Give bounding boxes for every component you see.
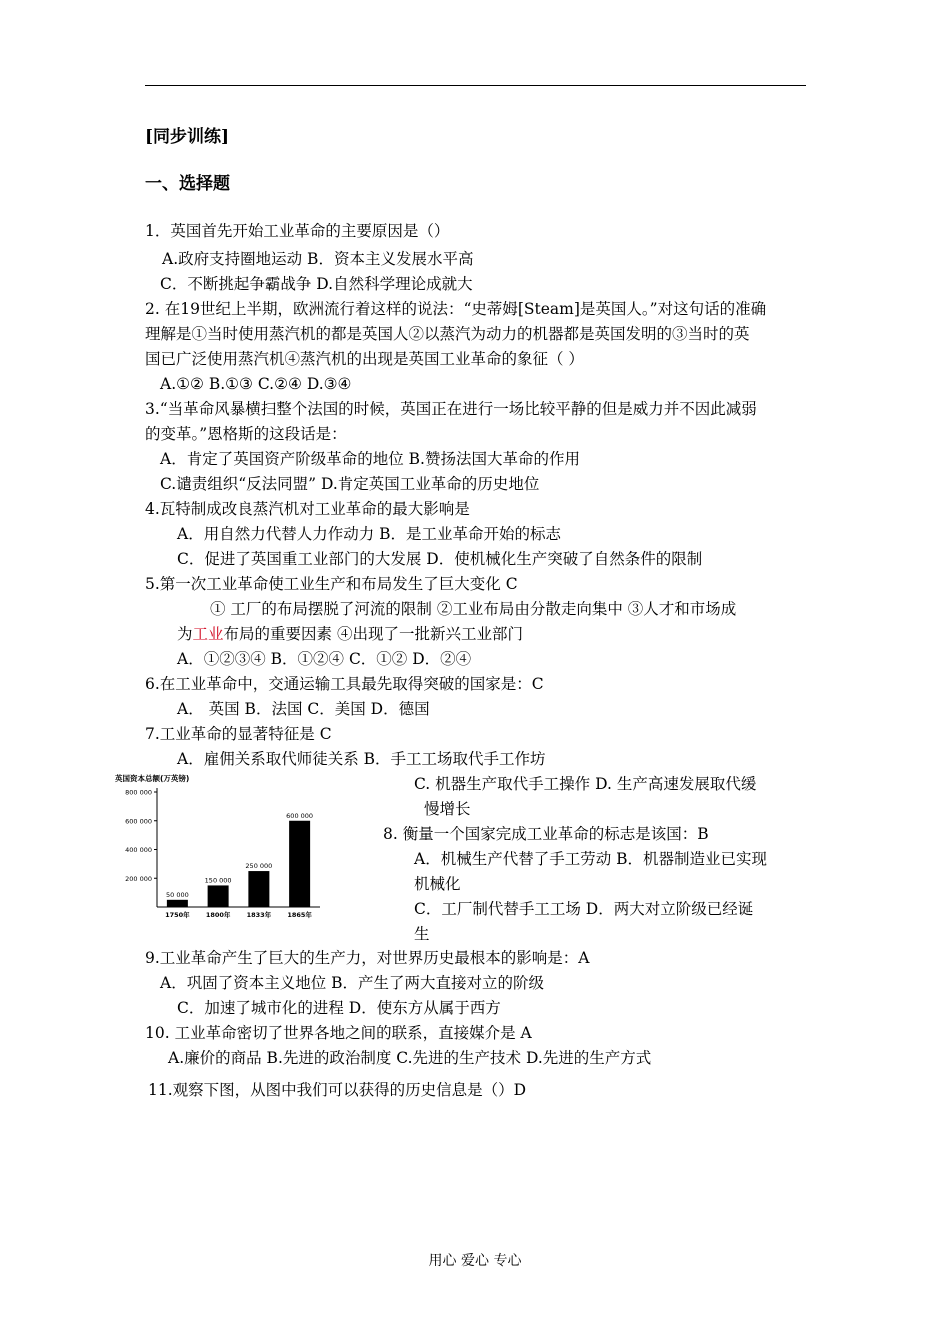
question-3-stem-line1: 3.“当革命风暴横扫整个法国的时候，英国正在进行一场比较平静的但是威力并不因此减弱 (145, 400, 757, 418)
question-8-options-cd-cont: 生 (414, 925, 430, 943)
question-2-stem-line1: 2. 在19世纪上半期，欧洲流行着这样的说法：“史蒂姆[Steam]是英国人。”对这句话的准确 (145, 300, 767, 318)
y-tick-label: 600 000 (125, 817, 152, 826)
header-rule (145, 85, 806, 86)
question-5-item-line2: 为工业布局的重要因素 ④出现了一批新兴工业部门 (177, 625, 523, 643)
bar (248, 871, 269, 907)
y-tick-label: 800 000 (125, 788, 152, 797)
question-10-stem: 10. 工业革命密切了世界各地之间的联系，直接媒介是 A (145, 1024, 532, 1042)
question-6-stem: 6.在工业革命中，交通运输工具最先取得突破的国家是：C (145, 675, 544, 693)
y-tick-label: 400 000 (125, 846, 152, 854)
question-9-options-ab: A．巩固了资本主义地位 B．产生了两大直接对立的阶级 (160, 974, 545, 992)
page-footer: 用心 爱心 专心 (428, 1253, 522, 1269)
question-1-options-ab: A.政府支持圈地运动 B．资本主义发展水平高 (162, 250, 474, 268)
bar (167, 900, 188, 907)
question-10-options: A.廉价的商品 B.先进的政治制度 C.先进的生产技术 D.先进的生产方式 (168, 1049, 652, 1067)
bar (208, 885, 229, 907)
question-1-stem: 1．英国首先开始工业革命的主要原因是（） (145, 222, 450, 240)
question-4-options-cd: C．促进了英国重工业部门的大发展 D．使机械化生产突破了自然条件的限制 (177, 550, 703, 568)
bar-value-label: 150 000 (204, 876, 232, 885)
question-6-options: A． 英国 B．法国 C．美国 D．德国 (177, 700, 430, 718)
question-3-options-ab: A．肯定了英国资产阶级革命的地位 B.赞扬法国大革命的作用 (160, 450, 580, 468)
question-3-stem-line2: 的变革。”恩格斯的这段话是： (145, 425, 347, 443)
chart-title: 英国资本总额(万英镑) (115, 774, 190, 783)
question-4-options-ab: A．用自然力代替人力作动力 B．是工业革命开始的标志 (177, 525, 562, 543)
question-7-stem: 7.工业革命的显著特征是 C (145, 725, 332, 743)
section-title: [同步训练] (145, 127, 230, 147)
x-tick-label: 1833年 (246, 911, 272, 919)
question-2-stem-line2: 理解是①当时使用蒸汽机的都是英国人②以蒸汽为动力的机器都是英国发明的③当时的英 (145, 325, 750, 343)
bar-value-label: 250 000 (245, 862, 273, 871)
question-5-stem: 5.第一次工业革命使工业生产和布局发生了巨大变化 C (145, 575, 518, 593)
question-8-options-ab: A．机械生产代替了手工劳动 B．机器制造业已实现 (414, 850, 768, 868)
y-tick-label: 200 000 (125, 874, 152, 883)
question-4-stem: 4.瓦特制成改良蒸汽机对工业革命的最大影响是 (145, 500, 470, 518)
highlight-text: 工业 (192, 625, 224, 643)
question-2-options: A.①② B.①③ C.②④ D.③④ (160, 375, 352, 393)
question-5-item-line1: ① 工厂的布局摆脱了河流的限制 ②工业布局由分散走向集中 ③人才和市场成 (210, 600, 737, 618)
bar-value-label: 600 000 (286, 811, 314, 820)
question-7-options-cd-cont: 慢增长 (424, 800, 471, 818)
question-5-options: A．①②③④ B．①②④ C．①② D．②④ (177, 650, 472, 668)
question-2-stem-line3: 国已广泛使用蒸汽机④蒸汽机的出现是英国工业革命的象征（ ） (145, 350, 584, 368)
question-1-options-cd: C．不断挑起争霸战争 D.自然科学理论成就大 (160, 275, 473, 293)
question-9-stem: 9.工业革命产生了巨大的生产力，对世界历史最根本的影响是：A (145, 949, 590, 967)
bar-value-label: 50 000 (166, 890, 189, 899)
question-8-stem: 8. 衡量一个国家完成工业革命的标志是该国：B (383, 825, 709, 843)
question-11-stem: 11.观察下图，从图中我们可以获得的历史信息是（）D (148, 1081, 527, 1099)
bar (289, 821, 310, 907)
x-tick-label: 1865年 (287, 911, 312, 919)
capital-bar-chart (112, 772, 327, 924)
question-8-options-cd: C．工厂制代替手工工场 D．两大对立阶级已经诞 (414, 900, 754, 918)
question-8-options-ab-cont: 机械化 (414, 875, 461, 893)
x-tick-label: 1800年 (205, 911, 231, 919)
x-tick-label: 1750年 (165, 911, 190, 919)
question-3-options-cd: C.谴责组织“反法同盟” D.肯定英国工业革命的历史地位 (160, 475, 540, 493)
question-7-options-cd: C. 机器生产取代手工操作 D. 生产高速发展取代缓 (414, 775, 757, 793)
part-title: 一、选择题 (145, 174, 230, 194)
question-9-options-cd: C．加速了城市化的进程 D．使东方从属于西方 (177, 999, 501, 1017)
question-7-options-ab: A．雇佣关系取代师徒关系 B．手工工场取代手工作坊 (177, 750, 546, 768)
